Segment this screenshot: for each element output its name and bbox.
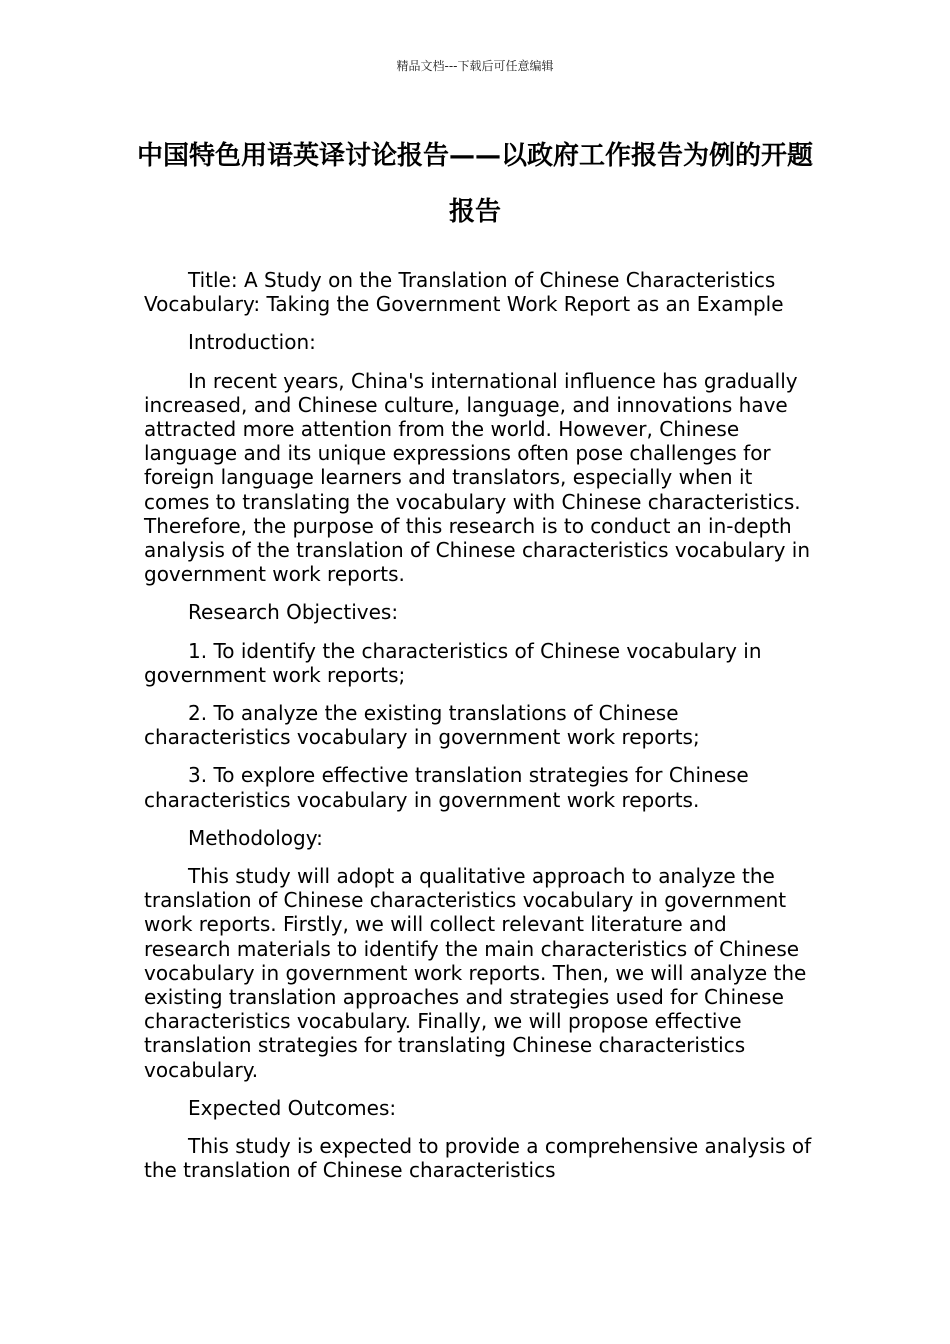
objective-item-2: 2. To analyze the existing translations of Chinese characteristics vocabulary in government work reports; xyxy=(144,701,700,750)
heading-introduction: Introduction: xyxy=(188,330,316,355)
objective-item-1: 1. To identify the characteristics of Chinese vocabulary in government work reports; xyxy=(144,638,762,687)
heading-expected-outcomes: Expected Outcomes: xyxy=(188,1095,397,1120)
header-note: 精品文档---下载后可任意编辑 xyxy=(396,59,554,73)
document-title: 中国特色用语英译讨论报告——以政府工作报告为例的开题报告 xyxy=(136,141,813,227)
paragraph-introduction: In recent years, China's international influence has gradually increased, and Chinese culture, language, and innovations have attracted more attention from the world. However, Chinese language and its unique expressions often pose challenges for foreign language learners and translators, especially when it comes to translating the vocabulary with Chinese characteristics. Therefore, the purpose of this research is to conduct an in-depth analysis of the translation of Chinese characteristics vocabulary in government work reports. xyxy=(144,368,811,587)
objective-item-3: 3. To explore effective translation strategies for Chinese characteristics vocabulary in government work reports. xyxy=(144,763,749,812)
paragraph-methodology: This study will adopt a qualitative approach to analyze the translation of Chinese characteristics vocabulary in government work reports. Firstly, we will collect relevant literature and research materials to identify the main characteristics of Chinese vocabulary in government work reports. Then, we will analyze the existing translation approaches and strategies used for Chinese characteristics vocabulary. Finally, we will propose effective translation strategies for translating Chinese characteristics vocabulary. xyxy=(144,864,807,1082)
paragraph-expected-outcomes: This study is expected to provide a comprehensive analysis of the translation of Chinese characteristics xyxy=(144,1134,812,1183)
heading-methodology: Methodology: xyxy=(188,825,323,850)
paragraph-title-line: Title: A Study on the Translation of Chinese Characteristics Vocabulary: Taking the Government Work Report as an Example xyxy=(144,268,784,317)
heading-research-objectives: Research Objectives: xyxy=(188,600,399,625)
document-body xyxy=(144,268,812,1197)
